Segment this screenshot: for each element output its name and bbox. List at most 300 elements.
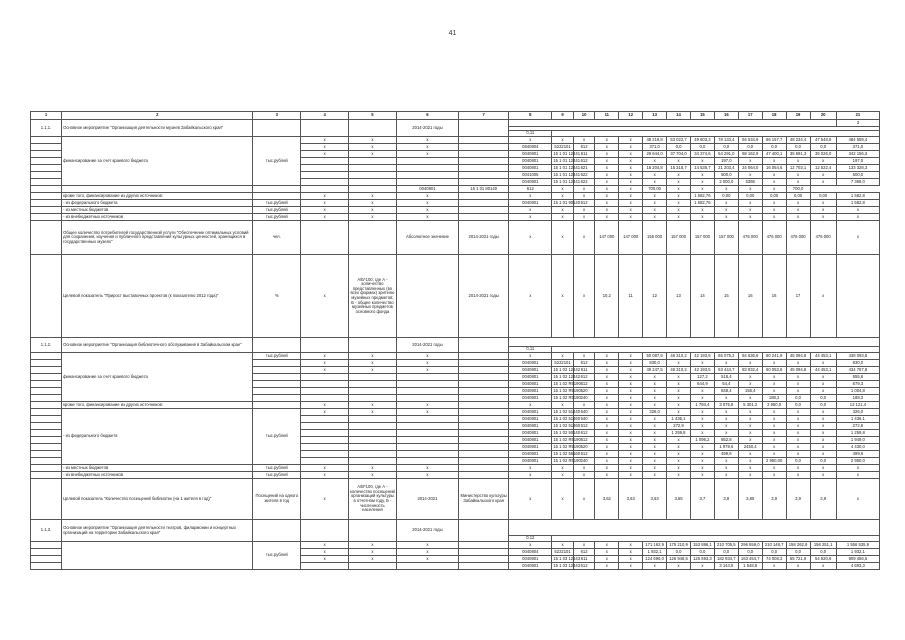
- table-cell: х: [762, 444, 786, 451]
- table-cell: 1.1.1.: [31, 120, 62, 137]
- table-cell: х: [667, 172, 691, 179]
- table-cell: [396, 172, 458, 179]
- table-cell: 612: [573, 437, 595, 444]
- table-cell: х: [595, 381, 619, 388]
- table-cell: х: [552, 542, 574, 549]
- table-cell: х: [301, 367, 349, 374]
- table-cell: х: [738, 472, 762, 479]
- table-cell: х: [667, 158, 691, 165]
- table-cell: х: [667, 472, 691, 479]
- table-cell: х: [619, 179, 643, 186]
- table-cell: 1 004,8: [836, 388, 879, 395]
- table-cell: [349, 172, 397, 179]
- table-cell: х: [643, 402, 667, 409]
- table-cell: х: [301, 255, 349, 338]
- table-cell: 15 1 02 51460: [553, 422, 581, 428]
- table-cell: х: [690, 179, 714, 186]
- table-cell: 158 262,9: [786, 542, 810, 549]
- table-cell: [31, 360, 62, 367]
- table-cell: х: [595, 542, 619, 549]
- table-cell: х: [810, 451, 836, 458]
- table-cell: х: [810, 437, 836, 444]
- table-cell: х: [301, 200, 349, 207]
- table-cell: [301, 172, 349, 179]
- table-cell: х: [573, 353, 595, 360]
- table-cell: 21: [836, 112, 879, 120]
- table-cell: х: [690, 207, 714, 214]
- table-cell: 46 310,2: [667, 353, 691, 360]
- table-cell: х: [396, 409, 458, 416]
- table-cell: х: [667, 395, 691, 402]
- table-cell: х: [690, 458, 714, 465]
- table-cell: [459, 374, 509, 381]
- table-cell: [31, 458, 62, 465]
- table-cell: х: [552, 207, 574, 214]
- table-cell: 1 949,0: [836, 437, 879, 444]
- table-cell: [459, 465, 509, 472]
- table-cell: 157 000: [690, 221, 714, 255]
- table-cell: х: [349, 151, 397, 158]
- table-cell: х: [690, 416, 714, 423]
- table-cell: х: [690, 430, 714, 437]
- table-cell: [301, 374, 349, 381]
- table-cell: х: [619, 151, 643, 158]
- table-cell: х: [509, 193, 552, 200]
- table-cell: х: [738, 360, 762, 367]
- table-cell: х: [349, 360, 397, 367]
- table-cell: х: [714, 360, 738, 367]
- table-cell: 1 259,8: [836, 430, 879, 437]
- table-cell: 611: [573, 151, 595, 158]
- table-cell: [509, 520, 880, 536]
- table-cell: х: [396, 144, 458, 151]
- table-cell: х: [762, 472, 786, 479]
- table-cell: 5222101: [552, 360, 574, 367]
- table-cell: 60 053,6: [762, 367, 786, 374]
- table-cell: [396, 563, 458, 570]
- table-cell: х: [714, 423, 738, 430]
- table-cell: х: [619, 402, 643, 409]
- table-cell: х: [509, 472, 552, 479]
- table-cell: 700,0: [786, 186, 810, 193]
- table-cell: 0040801: [509, 360, 552, 367]
- table-cell: х: [667, 200, 691, 207]
- table-cell: 0040801: [509, 388, 552, 395]
- table-cell: 0,11: [509, 131, 552, 137]
- table-cell: 1 794,4: [690, 402, 714, 409]
- table-cell: х: [595, 158, 619, 165]
- table-cell: 15 1 02 R5190: [553, 394, 581, 400]
- table-cell: [31, 388, 62, 395]
- table-cell: Целевой показатель "Прирост выставочных проектов (к показателю 2012 года)": [62, 255, 253, 338]
- table-cell: 34 374,6: [690, 151, 714, 158]
- table-cell: х: [643, 563, 667, 570]
- table-cell: 484 559,4: [836, 137, 879, 144]
- table-cell: х: [396, 367, 458, 374]
- table-cell: [349, 186, 397, 193]
- table-cell: х: [667, 179, 691, 186]
- table-cell: [396, 423, 458, 430]
- table-cell: [31, 353, 62, 360]
- table-cell: [31, 395, 62, 402]
- table-cell: х: [667, 388, 691, 395]
- table-cell: х: [595, 549, 619, 556]
- table-cell: х: [619, 556, 643, 563]
- table-cell: [301, 120, 349, 137]
- table-cell: х: [552, 472, 574, 479]
- table-cell: 210 705,5: [714, 542, 738, 549]
- table-cell: [349, 437, 397, 444]
- table-cell: х: [349, 144, 397, 151]
- table-cell: [253, 402, 301, 409]
- table-cell: х: [714, 416, 738, 423]
- table-cell: кроме того, финансирование из других источников:: [62, 193, 253, 200]
- table-cell: х: [643, 416, 667, 423]
- table-cell: 3,63: [619, 479, 643, 520]
- table-cell: 15 1 03 12443: [553, 555, 581, 561]
- table-cell: [253, 395, 301, 402]
- table-cell: 0,0: [810, 402, 836, 409]
- table-cell: 15 1 02 R5190: [553, 380, 581, 386]
- table-cell: 155 000: [643, 221, 667, 255]
- table-cell: х: [349, 465, 397, 472]
- table-cell: 342 156,3: [836, 151, 879, 158]
- table-cell: х: [667, 381, 691, 388]
- table-cell: 0040801: [509, 158, 552, 165]
- table-cell: х: [810, 381, 836, 388]
- table-cell: х: [595, 437, 619, 444]
- table-cell: х: [595, 165, 619, 172]
- table-cell: х: [690, 472, 714, 479]
- table-cell: х: [595, 388, 619, 395]
- table-cell: [459, 430, 509, 437]
- table-cell: 126 948,5: [667, 556, 691, 563]
- table-cell: х: [595, 402, 619, 409]
- table-row: [31, 465, 880, 472]
- table-cell: [349, 221, 397, 255]
- table-cell: х: [619, 423, 643, 430]
- table-cell: х: [762, 423, 786, 430]
- table-cell: 156 251,1: [810, 542, 836, 549]
- table-cell: 612: [573, 381, 595, 388]
- table-row: [31, 112, 880, 120]
- table-cell: х: [349, 137, 397, 144]
- table-cell: [396, 165, 458, 172]
- table-cell: [459, 367, 509, 374]
- table-cell: х: [396, 472, 458, 479]
- table-cell: 0,0: [786, 402, 810, 409]
- table-cell: х: [786, 423, 810, 430]
- table-cell: 10: [573, 112, 595, 120]
- table-cell: [509, 338, 880, 347]
- table-cell: 163 454,7: [738, 556, 762, 563]
- table-cell: 3,85: [738, 479, 762, 520]
- table-cell: 84 636,6: [738, 353, 762, 360]
- table-cell: х: [619, 374, 643, 381]
- table-cell: 13 121,4: [836, 402, 879, 409]
- table-cell: [349, 381, 397, 388]
- table-cell: 0040801: [396, 186, 458, 193]
- table-row: [31, 353, 880, 360]
- table-row: [31, 186, 880, 193]
- table-cell: 0,0: [786, 395, 810, 402]
- table-cell: х: [595, 137, 619, 144]
- table-cell: 0,0: [738, 549, 762, 556]
- table-cell: х: [573, 221, 595, 255]
- table-cell: - из местных бюджетов: [62, 465, 253, 472]
- table-cell: 15 1 02 R5190: [553, 443, 581, 449]
- table-cell: х: [573, 137, 595, 144]
- table-cell: 2014-2021 годы: [459, 255, 509, 338]
- table-cell: [459, 353, 509, 360]
- table-cell: х: [738, 200, 762, 207]
- table-cell: х: [619, 186, 643, 193]
- table-cell: 6: [396, 112, 458, 120]
- table-row: [31, 472, 880, 479]
- table-cell: х: [619, 137, 643, 144]
- table-cell: х: [573, 186, 595, 193]
- table-cell: х: [667, 193, 691, 200]
- table-cell: х: [643, 193, 667, 200]
- table-cell: х: [595, 214, 619, 221]
- table-cell: х: [396, 207, 458, 214]
- table-cell: [396, 416, 458, 423]
- table-cell: х: [301, 409, 349, 416]
- table-cell: 0,0: [786, 458, 810, 465]
- table-cell: 852,8: [714, 437, 738, 444]
- table-cell: 44 453,1: [810, 367, 836, 374]
- table-row: [31, 542, 880, 549]
- table-cell: х: [619, 388, 643, 395]
- table-cell: [349, 444, 397, 451]
- table-cell: 2: [62, 112, 253, 120]
- table-cell: 4 430,0: [836, 444, 879, 451]
- table-cell: х: [786, 409, 810, 416]
- table-cell: [396, 451, 458, 458]
- table-cell: 612: [573, 360, 595, 367]
- table-cell: х: [810, 255, 836, 338]
- table-cell: 60 241,9: [762, 353, 786, 360]
- table-cell: [349, 395, 397, 402]
- table-cell: х: [762, 200, 786, 207]
- table-cell: 0,0: [786, 549, 810, 556]
- table-cell: х: [619, 207, 643, 214]
- table-cell: х: [619, 381, 643, 388]
- table-cell: [459, 165, 509, 172]
- table-cell: 500,0: [836, 172, 879, 179]
- table-cell: х: [349, 556, 397, 563]
- table-cell: х: [690, 395, 714, 402]
- table-cell: [459, 388, 509, 395]
- table-cell: 909 456,5: [836, 556, 879, 563]
- table-cell: [396, 158, 458, 165]
- table-cell: 0040801: [509, 179, 552, 186]
- table-cell: 1 436,1: [667, 416, 691, 423]
- table-cell: х: [595, 360, 619, 367]
- table-cell: 5222101: [552, 549, 574, 556]
- table-cell: х: [836, 465, 879, 472]
- table-cell: х: [762, 186, 786, 193]
- table-cell: 29 644,0: [643, 151, 667, 158]
- table-cell: х: [595, 151, 619, 158]
- table-cell: х: [836, 207, 879, 214]
- table-cell: х: [667, 458, 691, 465]
- table-cell: х: [349, 367, 397, 374]
- table-cell: х: [762, 374, 786, 381]
- table-cell: 157 000: [714, 221, 738, 255]
- table-cell: х: [786, 381, 810, 388]
- table-cell: 83 932,4: [738, 367, 762, 374]
- table-cell: 11: [619, 255, 643, 338]
- table-cell: 326,0: [836, 409, 879, 416]
- table-cell: х: [762, 409, 786, 416]
- table-cell: [459, 172, 509, 179]
- table-cell: х: [762, 563, 786, 570]
- table-cell: 20: [810, 112, 836, 120]
- table-cell: 15 1 01 12441: [553, 178, 581, 184]
- table-cell: [301, 388, 349, 395]
- table-cell: х: [738, 437, 762, 444]
- table-cell: 0,0: [714, 549, 738, 556]
- table-cell: 476 000: [762, 221, 786, 255]
- table-cell: х: [667, 207, 691, 214]
- table-cell: х: [301, 472, 349, 479]
- table-cell: 156,4: [738, 388, 762, 395]
- table-cell: х: [573, 472, 595, 479]
- table-cell: х: [573, 255, 595, 338]
- table-cell: х: [667, 563, 691, 570]
- table-cell: 612: [573, 200, 595, 207]
- table-cell: [459, 451, 509, 458]
- table-cell: х: [810, 423, 836, 430]
- table-cell: [31, 409, 62, 416]
- table-cell: 0,0: [690, 549, 714, 556]
- table-cell: 153 886,1: [690, 542, 714, 549]
- table-cell: х: [509, 353, 552, 360]
- table-cell: 1 582,8: [836, 193, 879, 200]
- table-cell: 171 162,9: [643, 542, 667, 549]
- table-cell: х: [810, 409, 836, 416]
- table-cell: х: [738, 381, 762, 388]
- table-cell: 0,0: [690, 144, 714, 151]
- table-cell: 42 193,5: [690, 367, 714, 374]
- table-cell: [253, 360, 301, 367]
- table-cell: 147 000: [619, 221, 643, 255]
- table-cell: 272,9: [836, 423, 879, 430]
- table-cell: финансирование за счет краевого бюджета: [62, 137, 253, 186]
- table-cell: х: [349, 200, 397, 207]
- table-cell: 5366: [738, 179, 762, 186]
- table-cell: х: [786, 437, 810, 444]
- table-cell: [396, 388, 458, 395]
- table-cell: х: [301, 193, 349, 200]
- table-cell: 16: [762, 255, 786, 338]
- table-cell: х: [836, 221, 879, 255]
- table-cell: - из федерального бюджета: [62, 200, 253, 207]
- table-cell: 47 548,8: [810, 137, 836, 144]
- table-cell: х: [349, 542, 397, 549]
- table-cell: Основное мероприятие "Организация деятельности музеев Забайкальского края": [62, 120, 253, 137]
- table-cell: 2 000,0: [714, 179, 738, 186]
- table-cell: [31, 416, 62, 423]
- table-cell: 4: [301, 112, 349, 120]
- table-cell: х: [690, 423, 714, 430]
- table-cell: тыс.рублей: [253, 465, 301, 472]
- table-cell: х: [643, 207, 667, 214]
- table-cell: х: [643, 381, 667, 388]
- table-cell: х: [667, 444, 691, 451]
- table-cell: х: [762, 430, 786, 437]
- table-cell: х: [595, 465, 619, 472]
- table-cell: 1 556 535,9: [836, 542, 879, 549]
- table-cell: 188,3: [836, 395, 879, 402]
- table-cell: 0,00: [762, 193, 786, 200]
- table-cell: [459, 200, 509, 207]
- table-cell: х: [714, 430, 738, 437]
- table-cell: х: [552, 479, 574, 520]
- table-cell: [31, 465, 62, 472]
- table-row: [31, 255, 880, 338]
- table-cell: х: [810, 563, 836, 570]
- table-row: [31, 221, 880, 255]
- table-cell: 438 093,8: [836, 353, 879, 360]
- table-cell: 2 950,0: [836, 458, 879, 465]
- table-cell: х: [643, 388, 667, 395]
- table-cell: х: [301, 542, 349, 549]
- table-cell: [31, 472, 62, 479]
- table-cell: 0,0: [786, 144, 810, 151]
- table-cell: х: [714, 465, 738, 472]
- table-cell: х: [762, 381, 786, 388]
- table-cell: [31, 402, 62, 409]
- table-cell: 5: [349, 112, 397, 120]
- table-cell: х: [786, 430, 810, 437]
- table-cell: 540: [573, 416, 595, 423]
- table-cell: [459, 151, 509, 158]
- table-cell: тыс.рублей: [253, 214, 301, 221]
- table-cell: х: [690, 444, 714, 451]
- table-cell: х: [667, 409, 691, 416]
- table-cell: х: [619, 172, 643, 179]
- table-cell: [301, 381, 349, 388]
- table-cell: х: [552, 193, 574, 200]
- table-cell: [459, 144, 509, 151]
- table-cell: [31, 172, 62, 179]
- table-cell: х: [552, 255, 574, 338]
- table-cell: Министерство культуры Забайкальского края: [459, 479, 509, 520]
- table-cell: х: [619, 158, 643, 165]
- table-cell: х: [619, 360, 643, 367]
- table-cell: 1 582,76: [690, 200, 714, 207]
- table-cell: 0040801: [509, 374, 552, 381]
- table-cell: 326,0: [643, 409, 667, 416]
- table-cell: х: [595, 458, 619, 465]
- table-cell: 15 1 01 12441: [553, 157, 581, 163]
- table-cell: х: [619, 465, 643, 472]
- table-row: [31, 120, 880, 127]
- table-cell: - из внебюджетных источников: [62, 472, 253, 479]
- table-cell: [459, 214, 509, 221]
- table-cell: [253, 367, 301, 374]
- table-cell: х: [619, 165, 643, 172]
- table-row: [31, 200, 880, 207]
- table-cell: тыс.рублей: [253, 542, 301, 570]
- table-cell: х: [396, 549, 458, 556]
- table-cell: [31, 437, 62, 444]
- table-cell: 0,0: [762, 549, 786, 556]
- table-cell: х: [690, 158, 714, 165]
- table-cell: х: [690, 186, 714, 193]
